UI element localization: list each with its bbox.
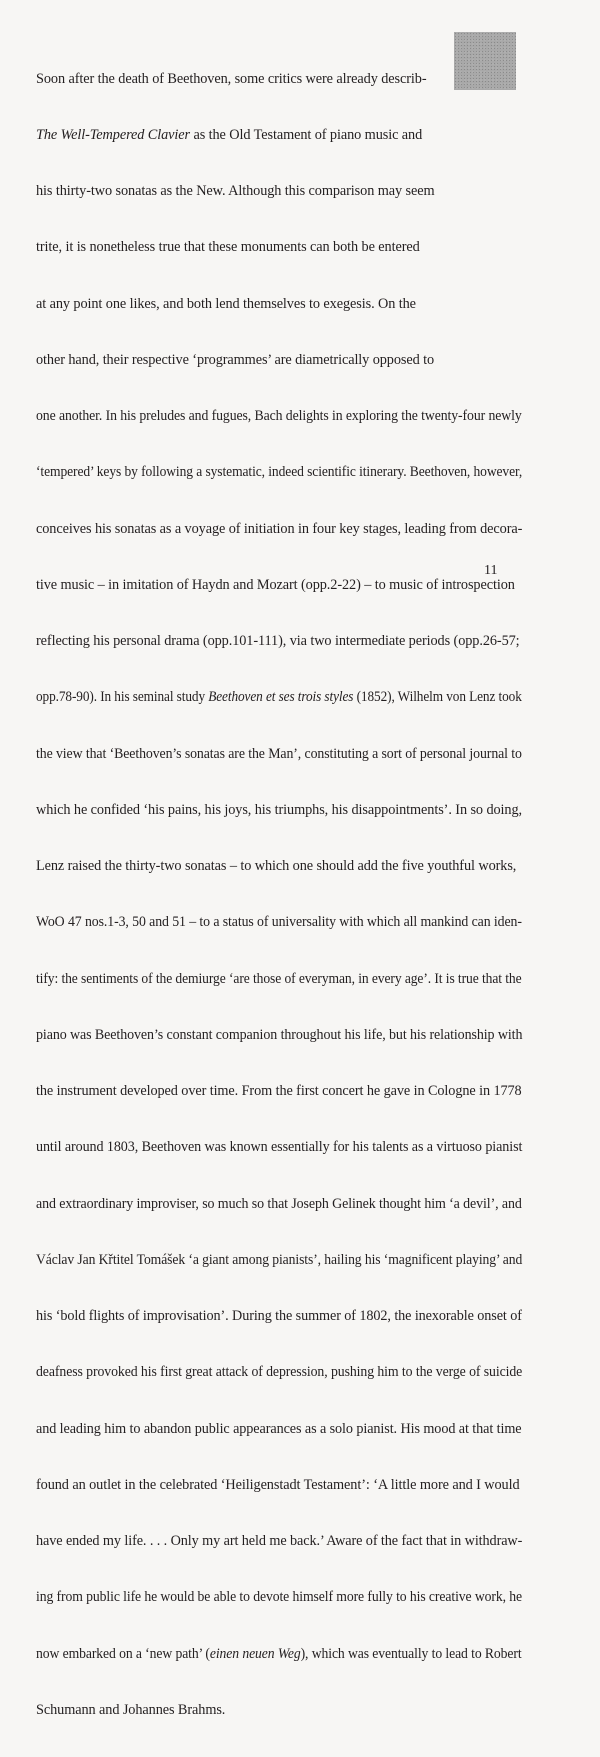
- text-line: tive music – in imitation of Haydn and Mozart (opp.2-22) – to music of introspection: [36, 576, 515, 593]
- text-line: trite, it is nonetheless true that these monuments can both be entered: [36, 239, 420, 256]
- text-line: his ‘bold flights of improvisation’. During the summer of 1802, the inexorable onset of: [36, 1308, 522, 1324]
- text-line: reflecting his personal drama (opp.101-111), via two intermediate periods (opp.26-57;: [36, 633, 520, 649]
- text-line: one another. In his preludes and fugues, Bach delights in exploring the twenty-four newly: [36, 408, 522, 424]
- text-line: and extraordinary improviser, so much so that Joseph Gelinek thought him ‘a devil’, and: [36, 1195, 522, 1212]
- text-line: WoO 47 nos.1-3, 50 and 51 – to a status of universality with which all mankind can iden-: [36, 914, 522, 931]
- text-line: tify: the sentiments of the demiurge ‘are those of everyman, in every age’. It is true that the: [36, 970, 522, 987]
- text-line: deafness provoked his first great attack of depression, pushing him to the verge of suicide: [36, 1364, 523, 1381]
- text-line: Václav Jan Křtitel Tomášek ‘a giant among pianists’, hailing his ‘magnificent playing’ and: [36, 1251, 523, 1268]
- text-line: at any point one likes, and both lend themselves to exegesis. On the: [36, 295, 416, 312]
- text-line: which he confided ‘his pains, his joys, his triumphs, his disappointments’. In so doing,: [36, 801, 522, 818]
- text-line: the instrument developed over time. From the first concert he gave in Cologne in 1778: [36, 1083, 522, 1099]
- text-line: Schumann and Johannes Brahms.: [36, 1701, 226, 1718]
- body-paragraph: [36, 32, 522, 1757]
- text-line: until around 1803, Beethoven was known essentially for his talents as a virtuoso pianist: [36, 1139, 523, 1156]
- text-line: the view that ‘Beethoven’s sonatas are the Man’, constituting a sort of personal journal to: [36, 745, 522, 762]
- text-line: opp.78-90). In his seminal study Beethoven et ses trois styles (1852), Wilhelm von Lenz took: [36, 689, 522, 706]
- page-number: 11: [484, 563, 498, 578]
- text-line: Soon after the death of Beethoven, some critics were already describ-: [36, 70, 427, 87]
- text-line: conceives his sonatas as a voyage of initiation in four key stages, leading from decora-: [36, 520, 523, 537]
- text-line: other hand, their respective ‘programmes’ are diametrically opposed to: [36, 351, 435, 368]
- text-line: ing from public life he would be able to devote himself more fully to his creative work, he: [36, 1589, 523, 1606]
- text-line: now embarked on a ‘new path’ (einen neuen Weg), which was eventually to lead to Robert: [36, 1645, 522, 1662]
- text-line: have ended my life. . . . Only my art held me back.’ Aware of the fact that in withdraw-: [36, 1533, 523, 1549]
- text-line: Lenz raised the thirty-two sonatas – to which one should add the five youthful works,: [36, 858, 517, 874]
- text-line: The Well-Tempered Clavier as the Old Testament of piano music and: [36, 126, 423, 143]
- text-line: and leading him to abandon public appearances as a solo pianist. His mood at that time: [36, 1420, 522, 1437]
- text-line: piano was Beethoven’s constant companion throughout his life, but his relationship with: [36, 1026, 523, 1043]
- text-line: ‘tempered’ keys by following a systematic, indeed scientific itinerary. Beethoven, however,: [36, 464, 523, 481]
- text-line: found an outlet in the celebrated ‘Heiligenstadt Testament’: ‘A little more and I would: [36, 1476, 520, 1493]
- text-line: his thirty-two sonatas as the New. Although this comparison may seem: [36, 183, 435, 199]
